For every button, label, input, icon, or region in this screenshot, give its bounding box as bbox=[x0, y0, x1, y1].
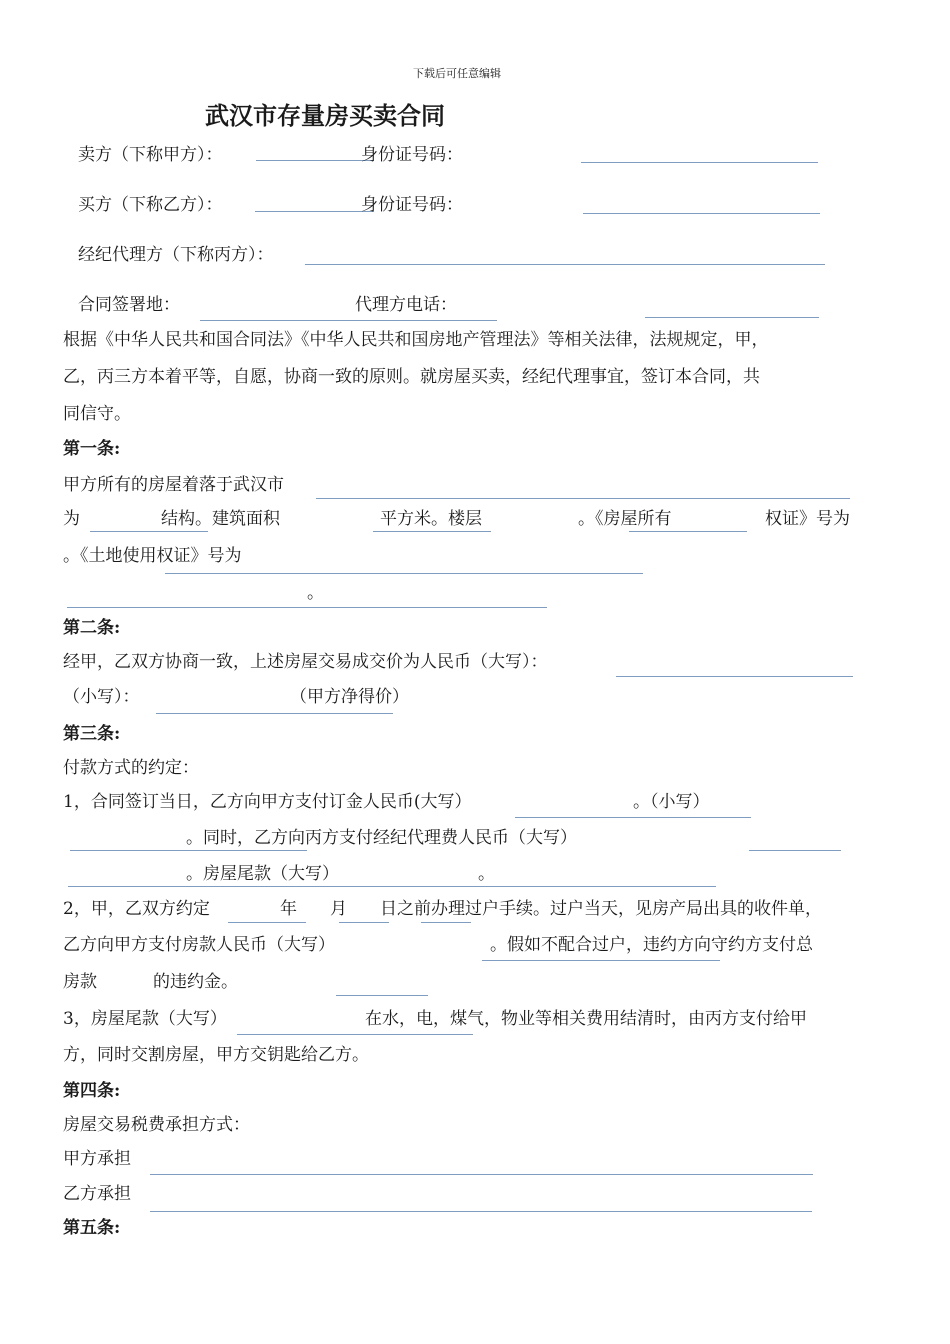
agent-phone-blank[interactable] bbox=[645, 317, 819, 318]
buyer-label: 买方（下称乙方）： bbox=[78, 195, 223, 215]
article-3-p1a: 1，合同签订当日，乙方向甲方支付订金人民币(大写） bbox=[63, 792, 472, 812]
article-3-p3a: 3，房屋尾款（大写） bbox=[63, 1009, 227, 1029]
article-2-heading: 第二条: bbox=[63, 618, 121, 638]
article-1-certificate: 权证》号为 bbox=[765, 509, 850, 529]
buyer-id-label: 身份证号码： bbox=[361, 195, 463, 215]
document-title: 武汉市存量房买卖合同 bbox=[205, 101, 445, 130]
article-1-for: 为 bbox=[63, 509, 80, 529]
price-lower-blank[interactable] bbox=[156, 713, 393, 714]
article-3-p3b: 在水，电，煤气，物业等相关费用结清时，由丙方支付给甲 bbox=[365, 1009, 807, 1029]
party-b-label: 乙方承担 bbox=[63, 1184, 131, 1204]
month-blank[interactable] bbox=[339, 922, 389, 923]
article-3-p2d: 。假如不配合过户，违约方向守约方支付总 bbox=[490, 935, 813, 955]
article-3-p1d: 。房屋尾款（大写） bbox=[186, 864, 339, 884]
article-3-p1c: 。同时，乙方向丙方支付经纪代理费人民币（大写） bbox=[186, 828, 577, 848]
article-5-heading: 第五条: bbox=[63, 1218, 121, 1238]
land-cert-blank-2[interactable] bbox=[67, 607, 547, 608]
day-blank[interactable] bbox=[421, 922, 471, 923]
intro-line-2: 乙，丙三方本着平等，自愿，协商一致的原则。就房屋买卖，经纪代理事宜，签订本合同，共 bbox=[63, 367, 760, 387]
floor-blank[interactable] bbox=[629, 531, 747, 532]
agent-blank[interactable] bbox=[305, 264, 825, 265]
deposit-lower-blank[interactable] bbox=[70, 850, 307, 851]
article-3-p3c: 方，同时交割房屋，甲方交钥匙给乙方。 bbox=[63, 1045, 369, 1065]
article-3-year: 年 bbox=[280, 899, 297, 919]
area-blank[interactable] bbox=[373, 531, 491, 532]
price-upper-blank[interactable] bbox=[616, 676, 853, 677]
seller-id-label: 身份证号码： bbox=[361, 145, 463, 165]
payment-upper-blank[interactable] bbox=[482, 960, 720, 961]
sign-place-label: 合同签署地： bbox=[78, 295, 180, 315]
fee-upper-blank[interactable] bbox=[749, 850, 841, 851]
article-2-net: （甲方净得价） bbox=[290, 687, 409, 707]
article-3-p2f: 的违约金。 bbox=[153, 972, 238, 992]
agent-label: 经纪代理方（下称丙方）： bbox=[78, 245, 274, 265]
article-1-end: 。 bbox=[307, 583, 324, 603]
structure-blank[interactable] bbox=[90, 531, 208, 532]
year-blank[interactable] bbox=[228, 922, 306, 923]
article-3-heading: 第三条: bbox=[63, 724, 121, 744]
final-balance-blank[interactable] bbox=[237, 1034, 473, 1035]
land-cert-blank[interactable] bbox=[165, 573, 643, 574]
article-3-p1e: 。 bbox=[478, 864, 495, 884]
article-4-heading: 第四条: bbox=[63, 1081, 121, 1101]
article-4-sub: 房屋交易税费承担方式： bbox=[63, 1115, 250, 1135]
party-a-blank[interactable] bbox=[150, 1174, 813, 1175]
article-3-p2e: 房款 bbox=[63, 972, 97, 992]
article-3-sub: 付款方式的约定： bbox=[63, 758, 199, 778]
article-3-p2b: 日之前办理过户手续。过户当天，见房产局出具的收件单， bbox=[380, 899, 822, 919]
seller-id-blank[interactable] bbox=[581, 162, 818, 163]
article-3-p2c: 乙方向甲方支付房款人民币（大写） bbox=[63, 935, 335, 955]
buyer-blank[interactable] bbox=[255, 211, 374, 212]
deposit-upper-blank[interactable] bbox=[515, 817, 751, 818]
seller-label: 卖方（下称甲方）： bbox=[78, 145, 223, 165]
party-a-label: 甲方承担 bbox=[63, 1149, 131, 1169]
article-1-land: 。《土地使用权证》号为 bbox=[63, 546, 242, 566]
article-1-structure: 结构。建筑面积 bbox=[161, 509, 280, 529]
seller-blank[interactable] bbox=[256, 160, 374, 161]
article-2-small: （小写）： bbox=[63, 687, 140, 707]
penalty-blank[interactable] bbox=[336, 995, 428, 996]
article-2-line-1: 经甲，乙双方协商一致，上述房屋交易成交价为人民币（大写）： bbox=[63, 652, 548, 672]
header-note: 下载后可任意编辑 bbox=[413, 67, 501, 80]
article-3-month: 月 bbox=[330, 899, 347, 919]
intro-line-1: 根据《中华人民共和国合同法》《中华人民共和国房地产管理法》等相关法律，法规规定，甲， bbox=[63, 330, 769, 350]
article-1-area: 平方米。楼层 bbox=[380, 509, 482, 529]
article-1-heading: 第一条: bbox=[63, 439, 121, 459]
article-1-ownership: 。《房屋所有 bbox=[578, 509, 672, 529]
buyer-id-blank[interactable] bbox=[583, 213, 820, 214]
article-3-p2a: 2，甲，乙双方约定 bbox=[63, 899, 210, 919]
party-b-blank[interactable] bbox=[150, 1211, 812, 1212]
location-blank[interactable] bbox=[316, 498, 850, 499]
agent-phone-label: 代理方电话： bbox=[355, 295, 457, 315]
intro-line-3: 同信守。 bbox=[63, 404, 131, 424]
article-3-p1b: 。（小写） bbox=[633, 792, 710, 812]
balance-upper-blank[interactable] bbox=[68, 886, 716, 887]
sign-place-blank[interactable] bbox=[200, 320, 497, 321]
article-1-line-1: 甲方所有的房屋着落于武汉市 bbox=[63, 475, 284, 495]
